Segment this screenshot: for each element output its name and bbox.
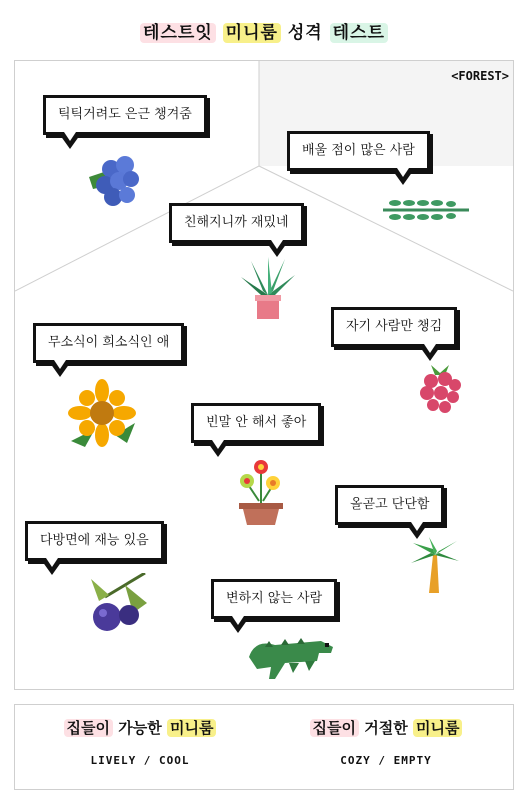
footer-left-sub: LIVELY / COOL	[90, 754, 190, 767]
trait-bubble[interactable]	[191, 403, 321, 443]
footer-right-suffix: 미니룸	[413, 719, 462, 737]
trait-bubble[interactable]	[335, 485, 444, 525]
fern-leaf-icon	[381, 195, 471, 225]
trait-bubble[interactable]	[211, 579, 337, 619]
blueberry-icon	[85, 149, 143, 209]
palm-tree-icon	[409, 537, 461, 597]
footer-right-sub: COZY / EMPTY	[340, 754, 432, 767]
title-part: 성격	[287, 23, 323, 43]
trait-bubble[interactable]	[331, 307, 457, 347]
trait-text: 틱틱거려도 은근 챙겨줌	[58, 107, 192, 122]
footer-left-suffix: 미니룸	[167, 719, 216, 737]
title-part: 테스트	[330, 23, 388, 43]
footer-left-mid: 가능한	[118, 719, 162, 737]
trait-text: 무소식이 희소식인 애	[48, 335, 170, 350]
bubble-tail	[42, 561, 62, 575]
plum-icon	[85, 573, 157, 637]
footer-left-prefix: 집들이	[64, 719, 113, 737]
trait-bubble[interactable]	[169, 203, 304, 243]
footer-left-heading	[25, 717, 255, 738]
trait-text: 자기 사람만 챙김	[346, 319, 443, 334]
page-title	[0, 18, 528, 43]
trait-bubble[interactable]	[287, 131, 430, 171]
flower-pot-icon	[235, 457, 287, 527]
forest-label: <FOREST>	[451, 69, 509, 83]
footer-left	[25, 717, 255, 767]
sunflower-icon	[65, 379, 139, 449]
trait-text: 배울 점이 많은 사람	[302, 143, 415, 158]
trait-text: 올곧고 단단함	[350, 497, 430, 512]
bubble-tail	[50, 363, 70, 377]
bubble-tail	[60, 135, 80, 149]
aloe-pot-icon	[237, 255, 299, 325]
room-board	[14, 60, 514, 690]
crocodile-icon	[245, 633, 337, 681]
trait-text: 다방면에 재능 있음	[40, 533, 149, 548]
footer-right-heading	[271, 717, 501, 738]
trait-text: 친해지니까 재밌네	[184, 215, 289, 230]
title-part: 미니룸	[223, 23, 281, 43]
footer-right-mid: 거절한	[364, 719, 408, 737]
title-part: 테스트잇	[140, 23, 216, 43]
trait-text: 변하지 않는 사람	[226, 591, 323, 606]
trait-bubble[interactable]	[25, 521, 164, 561]
bubble-tail	[393, 171, 413, 185]
bubble-tail	[228, 619, 248, 633]
footer-right-prefix: 집들이	[310, 719, 359, 737]
result-footer	[14, 704, 514, 790]
trait-bubble[interactable]	[33, 323, 184, 363]
trait-bubble[interactable]	[43, 95, 207, 135]
bubble-tail	[208, 443, 228, 457]
trait-text: 빈말 안 해서 좋아	[206, 415, 307, 430]
footer-right	[271, 717, 501, 767]
raspberry-icon	[415, 359, 465, 417]
